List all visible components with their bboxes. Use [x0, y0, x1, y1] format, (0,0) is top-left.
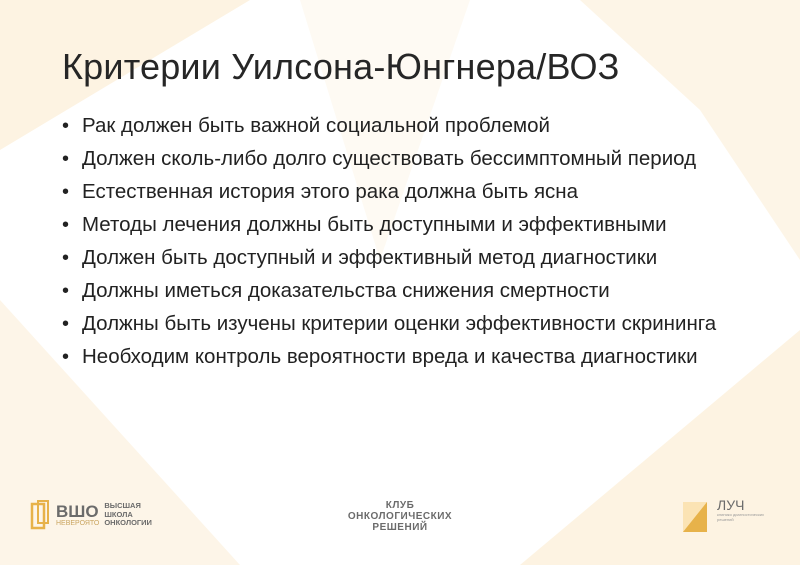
- luch-name: ЛУЧ: [717, 497, 745, 513]
- luch-sub: клинико диагностических решений: [717, 512, 764, 522]
- bullet-text: Естественная история этого рака должна быть ясна: [82, 180, 579, 203]
- bullet-item: [62, 147, 762, 171]
- bullet-item: [62, 312, 762, 336]
- club-line: КЛУБ: [385, 500, 415, 511]
- bullet-marker: •: [62, 181, 70, 203]
- bullet-item: [62, 246, 762, 270]
- vsho-full-line: ШКОЛА: [104, 509, 133, 519]
- bullet-marker: •: [62, 280, 70, 302]
- bullet-text: Должны иметься доказательства снижения смертности: [82, 279, 610, 302]
- club-line: ОНКОЛОГИЧЕСКИХ: [347, 511, 453, 522]
- vsho-abbr-block: [56, 503, 99, 528]
- vsho-abbr: ВШО: [56, 501, 99, 521]
- bullet-item: [62, 180, 762, 204]
- club-logo: [320, 500, 480, 533]
- vsho-sub: НЕВЕРОЯТО: [56, 519, 100, 527]
- bullet-marker: •: [62, 214, 70, 236]
- bullet-text: Должны быть изучены критерии оценки эффективности скрининга: [82, 312, 717, 335]
- bullet-text: Рак должен быть важной социальной проблемой: [82, 114, 550, 137]
- bullet-marker: •: [62, 346, 70, 368]
- bullet-marker: •: [62, 115, 70, 137]
- vsho-logo: [30, 500, 152, 530]
- luch-text-block: [717, 498, 767, 522]
- bullet-item: [62, 213, 762, 237]
- luch-mark-icon: [683, 498, 713, 534]
- bullet-text: Должен сколь-либо долго существовать бессимптомный период: [82, 147, 697, 170]
- bullet-text: Методы лечения должны быть доступными и эффективными: [82, 213, 667, 236]
- slide-title: Критерии Уилсона-Юнгнера/ВОЗ: [62, 46, 620, 87]
- vsho-full-line: ВЫСШАЯ: [104, 501, 141, 511]
- bullet-text: Необходим контроль вероятности вреда и качества диагностики: [82, 345, 698, 368]
- bullet-item: [62, 345, 762, 369]
- bullet-marker: •: [62, 313, 70, 335]
- club-line: РЕШЕНИЙ: [372, 522, 428, 533]
- luch-logo: [683, 498, 767, 534]
- vsho-full-line: ОНКОЛОГИИ: [104, 518, 152, 528]
- bullet-item: [62, 279, 762, 303]
- bullet-marker: •: [62, 148, 70, 170]
- bullet-list: [62, 114, 762, 378]
- vsho-mark-icon: [30, 500, 50, 530]
- bullet-text: Должен быть доступный и эффективный метод диагностики: [82, 246, 658, 269]
- bullet-item: [62, 114, 762, 138]
- vsho-full-name: [104, 502, 152, 528]
- bullet-marker: •: [62, 247, 70, 269]
